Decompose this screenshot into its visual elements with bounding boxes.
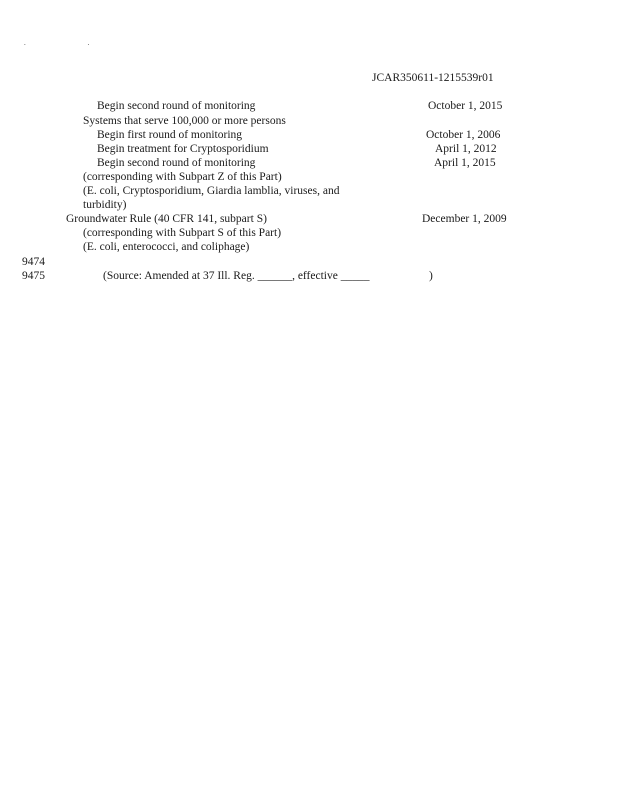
document-id: JCAR350611-1215539r01 — [372, 72, 494, 84]
row-date-8: December 1, 2009 — [422, 213, 507, 225]
row-date-4: April 1, 2015 — [434, 157, 496, 169]
row-text-4: Begin second round of monitoring — [97, 157, 256, 169]
line-number-9474: 9474 — [22, 256, 45, 268]
row-text-3: Begin treatment for Cryptosporidium — [97, 143, 269, 155]
row-date-2: October 1, 2006 — [426, 129, 501, 141]
row-date-0: October 1, 2015 — [428, 100, 503, 112]
row-text-7: turbidity) — [83, 199, 127, 211]
row-text-6: (E. coli, Cryptosporidium, Giardia lamblia, viruses, and — [83, 185, 340, 197]
row-text-5: (corresponding with Subpart Z of this Part) — [83, 171, 282, 183]
row-date-3: April 1, 2012 — [435, 143, 497, 155]
line-number-9475: 9475 — [22, 270, 45, 282]
row-text-9: (corresponding with Subpart S of this Part) — [83, 227, 282, 239]
source-note: (Source: Amended at 37 Ill. Reg. ______, effective _____ — [103, 270, 370, 282]
row-text-0: Begin second round of monitoring — [97, 100, 256, 112]
row-text-1: Systems that serve 100,000 or more persons — [83, 115, 286, 127]
row-text-2: Begin first round of monitoring — [97, 129, 243, 141]
corner-marks: . . — [24, 39, 120, 47]
source-note-close: ) — [429, 270, 433, 282]
row-text-10: (E. coli, enterococci, and coliphage) — [83, 241, 250, 253]
row-text-8: Groundwater Rule (40 CFR 141, subpart S) — [66, 213, 267, 225]
